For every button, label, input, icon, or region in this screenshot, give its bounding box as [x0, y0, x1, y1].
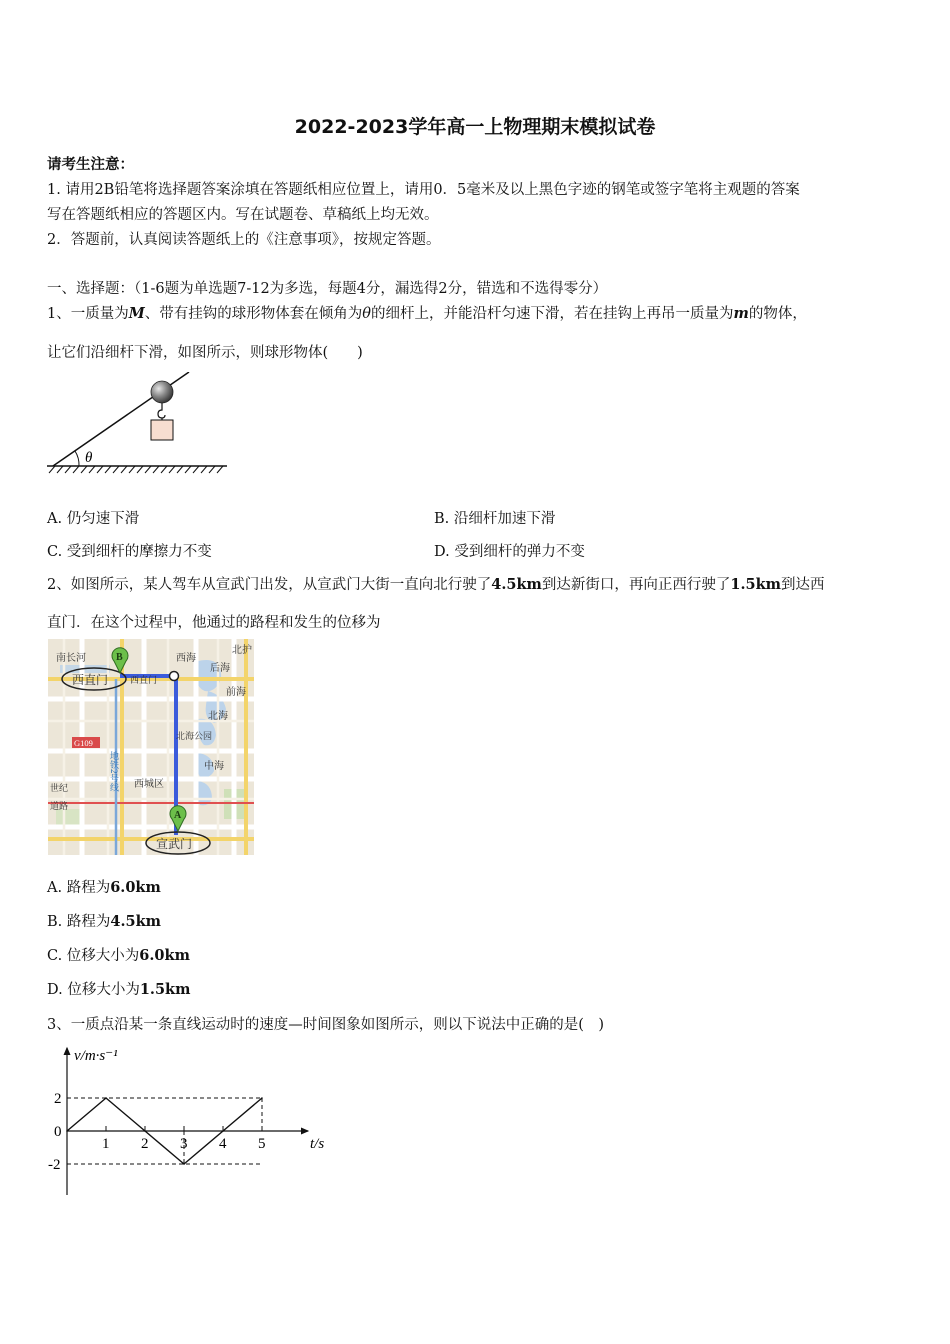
- q1-option-b[interactable]: B. 沿细杆加速下滑: [434, 511, 556, 527]
- map-label-xizhimen-road: 西直门: [130, 675, 158, 685]
- map-label-beihu: 北护: [232, 645, 252, 656]
- ground-hatching: [49, 466, 223, 473]
- map-label-xizhimen: 西直门: [72, 673, 109, 687]
- map-label-xicheng: 西城区: [134, 779, 164, 790]
- map-label-metro: 地铁2号线: [109, 751, 119, 792]
- q2-option-c-text: C. 位移大小为: [47, 948, 140, 964]
- y-axis-label: v/m·s⁻¹: [74, 1048, 118, 1064]
- q2-option-a[interactable]: [47, 876, 161, 897]
- data-point-5: [261, 1097, 263, 1099]
- q1-option-d[interactable]: D. 受到细杆的弹力不变: [434, 544, 585, 560]
- svg-text:A: A: [174, 810, 182, 821]
- q2-option-b-value: 4.5km: [110, 913, 161, 930]
- hook: [158, 403, 165, 418]
- angle-label: θ: [85, 450, 93, 466]
- q2-text-c: 到达西: [780, 577, 825, 593]
- x-axis-label: t/s: [310, 1136, 325, 1152]
- question-2-line-1: [47, 573, 824, 594]
- q2-text-a: 2、如图所示，某人驾车从宣武门出发，从宣武门大街一直向北行驶了: [47, 577, 492, 593]
- q2-option-c-value: 6.0km: [139, 947, 190, 964]
- q2-option-b[interactable]: [47, 910, 161, 931]
- map-label-beihai-park: 北海公园: [176, 731, 213, 741]
- q1-text-b: 、带有挂钩的球形物体套在倾角为: [144, 306, 363, 322]
- notice-line-2: 2．答题前，认真阅读答题纸上的《注意事项》，按规定答题。: [47, 232, 441, 248]
- q1-text-a: 1、一质量为: [47, 306, 129, 322]
- q2-option-c[interactable]: [47, 944, 190, 965]
- q2-option-d[interactable]: [47, 978, 190, 999]
- q1-text-d: 的物体，: [748, 306, 807, 322]
- svg-text:B: B: [116, 652, 123, 663]
- data-point-1: [105, 1097, 107, 1099]
- angle-arc: [75, 451, 79, 466]
- x-tick-label-3: 3: [180, 1136, 188, 1152]
- q1-option-a[interactable]: A. 仍匀速下滑: [47, 511, 140, 527]
- question-1-line-1: [47, 302, 807, 323]
- q2-option-a-text: A. 路程为: [47, 880, 111, 896]
- page-title: 2022-2023学年高一上物理期末模拟试卷: [294, 116, 656, 138]
- hanging-block: [151, 420, 173, 440]
- y-tick-label-2: 2: [54, 1091, 62, 1107]
- y-tick-label-neg2: -2: [48, 1157, 61, 1173]
- q1-option-c[interactable]: C. 受到细杆的摩擦力不变: [47, 544, 212, 560]
- q1-symbol-M: M: [128, 305, 145, 322]
- question-3-text: 3、一质点沿某一条直线运动时的速度—时间图象如图所示，则以下说法中正确的是( ): [47, 1017, 605, 1033]
- q2-option-a-value: 6.0km: [110, 879, 161, 896]
- notice-heading: 请考生注意：: [47, 156, 134, 173]
- incline-figure: [45, 372, 235, 477]
- x-tick-label-1: 1: [102, 1136, 110, 1152]
- map-label-g109: G109: [74, 738, 93, 748]
- notice-line-1b: 写在答题纸相应的答题区内。写在试题卷、草稿纸上均无效。: [47, 207, 439, 223]
- x-tick-label-5: 5: [258, 1136, 266, 1152]
- q2-distance-2: 1.5km: [730, 576, 781, 593]
- map-label-beihai: 北海: [208, 711, 228, 722]
- data-point-2: [144, 1130, 146, 1132]
- data-point-3: [183, 1163, 185, 1165]
- q2-option-b-text: B. 路程为: [47, 914, 111, 930]
- data-point-0: [66, 1130, 68, 1132]
- map-label-shiji: 世纪: [50, 783, 69, 793]
- x-tick-label-2: 2: [141, 1136, 149, 1152]
- section-heading: 一、选择题：（1-6题为单选题7-12为多选，每题4分，漏选得2分，错选和不选得零分）: [47, 281, 608, 297]
- question-2-line-2: 直门．在这个过程中，他通过的路程和发生的位移为: [47, 615, 381, 631]
- q1-symbol-theta: θ: [362, 306, 372, 322]
- map-label-zhonghai: 中海: [204, 761, 224, 772]
- data-point-4: [222, 1130, 224, 1132]
- q2-option-d-text: D. 位移大小为: [47, 982, 140, 998]
- route-map: [48, 639, 254, 855]
- notice-line-1: 1. 请用2B铅笔将选择题答案涂填在答题纸相应位置上，请用0．5毫米及以上黑色字迹的钢笔或签字笔将主观题的答案: [47, 182, 800, 198]
- map-label-xihai: 西海: [176, 653, 196, 664]
- map-label-xuanwumen: 宣武门: [156, 837, 193, 851]
- question-1-line-2: 让它们沿细杆下滑，如图所示，则球形物体( ): [47, 345, 363, 361]
- map-label-daolu: 道路: [50, 801, 69, 811]
- q1-text-c: 的细杆上，并能沿杆匀速下滑，若在挂钩上再吊一质量为: [371, 306, 734, 322]
- q2-distance-1: 4.5km: [491, 576, 542, 593]
- vt-chart: [40, 1040, 340, 1200]
- q2-option-d-value: 1.5km: [139, 981, 191, 998]
- x-tick-label-4: 4: [219, 1136, 227, 1152]
- q1-symbol-m: m: [733, 305, 749, 322]
- map-label-houhai: 后海: [210, 663, 230, 674]
- ball: [151, 381, 173, 403]
- route-turn-point: [170, 672, 179, 681]
- y-tick-label-0: 0: [54, 1124, 62, 1140]
- map-label-qianhai: 前海: [226, 687, 246, 698]
- map-label-nanchanghe: 南长河: [56, 653, 86, 664]
- q2-text-b: 到达新街口，再向正西行驶了: [541, 577, 731, 593]
